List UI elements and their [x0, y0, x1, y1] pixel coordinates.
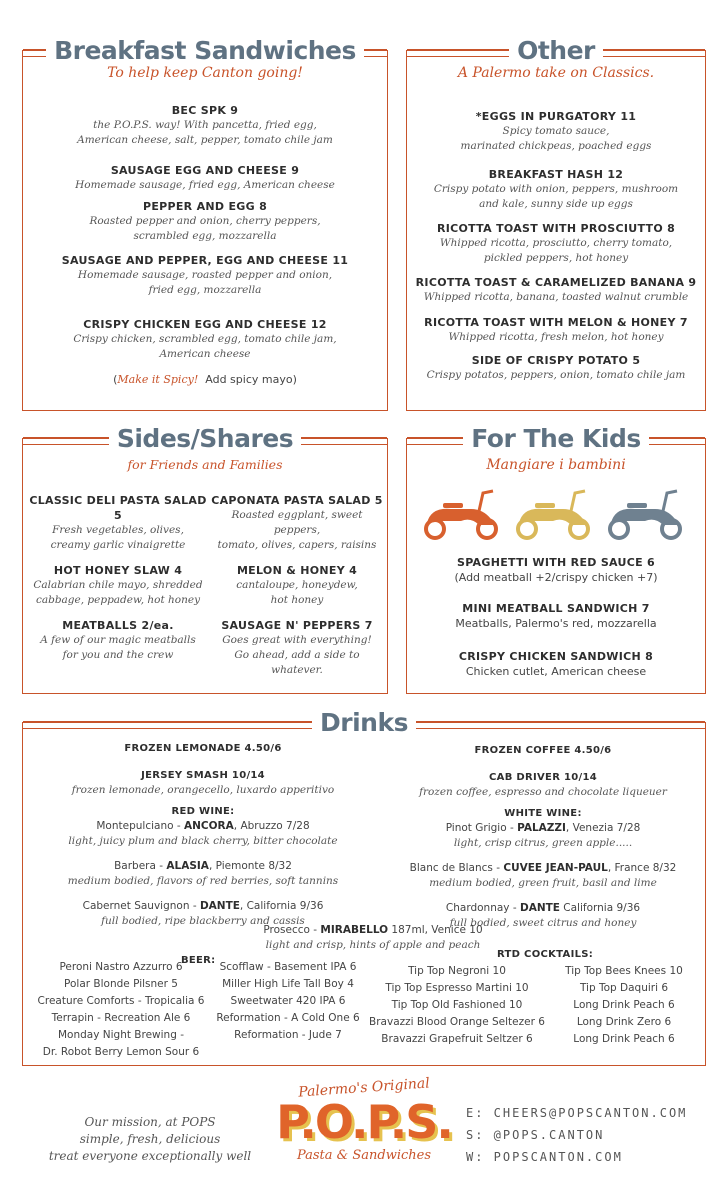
spicy-note: (Make it Spicy! Add spicy mayo): [113, 373, 297, 386]
drinks-left-column: [53, 741, 353, 929]
menu-item: CLASSIC DELI PASTA SALAD 5 Fresh vegetables, olives, creamy garlic vinaigrette: [29, 494, 207, 551]
rtd-list-1: Tip Top Negroni 10 Tip Top Espresso Martini 10 Tip Top Old Fashioned 10 Bravazzi Blood Orange Seltezer 6 Bravazzi Grapefruit Seltzer 6: [369, 965, 545, 1045]
logo-wordmark: P.O.P.S.: [276, 1095, 452, 1149]
scooter-icon: [426, 491, 496, 538]
menu-item: RICOTTA TOAST WITH MELON & HONEY 7 Whipped ricotta, fresh melon, hot honey: [424, 316, 688, 343]
rtd-list-2: Tip Top Bees Knees 10 Tip Top Daquiri 6 Long Drink Peach 6 Long Drink Zero 6 Long Drink Peach 6: [565, 965, 683, 1045]
other-section: [406, 36, 706, 411]
menu-item: MEATBALLS 2/ea. A few of our magic meatballs for you and the crew: [40, 619, 196, 661]
wine-list: WHITE WINE: Pinot Grigio - PALAZZI, Venezia 7/28 light, crisp citrus, green apple..... Blanc de Blancs - CUVEE JEAN-PAUL, France 8/32 medium bodied, green fruit, basil and lime Chardonnay - DANTE California 9/36 full bodied, sweet citrus and honey: [409, 808, 677, 929]
other-subtitle: A Palermo take on Classics.: [457, 65, 655, 81]
prosecco-item: Prosecco - MIRABELLO 187ml, Venice 10 light and crisp, hints of apple and peach: [263, 924, 483, 951]
menu-item: CAPONATA PASTA SALAD 5 Roasted eggplant, sweet peppers, tomato, olives, capers, raisins: [211, 494, 383, 551]
menu-item: CRISPY CHICKEN EGG AND CHEESE 12 Crispy chicken, scrambled egg, tomato chile jam, American cheese: [73, 318, 337, 360]
drinks-title: Drinks: [312, 709, 416, 737]
menu-item: BEC SPK 9 the P.O.P.S. way! With pancetta, fried egg, American cheese, salt, pepper, tomato chile jam: [77, 104, 333, 146]
drinks-section: [22, 708, 706, 1066]
scooter-icon: [610, 491, 680, 538]
logo-tagline-top: Palermo's Original: [297, 1075, 431, 1101]
drink-item: FROZEN COFFEE 4.50/6: [474, 745, 612, 756]
sides-left-column: [27, 493, 209, 663]
breakfast-title: Breakfast Sandwiches: [46, 37, 364, 65]
menu-item: *EGGS IN PURGATORY 11 Spicy tomato sauce, marinated chickpeas, poached eggs: [460, 110, 652, 152]
drink-item: CAB DRIVER 10/14 frozen coffee, espresso and chocolate liqueuer: [419, 772, 667, 798]
menu-item: SAUSAGE AND PEPPER, EGG AND CHEESE 11 Homemade sausage, roasted pepper and onion, fried egg, mozzarella: [61, 254, 349, 296]
menu-item: HOT HONEY SLAW 4 Calabrian chile mayo, shredded cabbage, peppadew, hot honey: [33, 564, 203, 606]
sides-section: [22, 424, 388, 694]
wine-list: RED WINE: Montepulciano - ANCORA, Abruzzo 7/28 light, juicy plum and black cherry, bitter chocolate Barbera - ALASIA, Piemonte 8/32 medium bodied, flavors of red berries, soft tannins Cabernet Sauvignon - DANTE, California 9/36 full bodied, ripe blackberry and cassis: [67, 806, 339, 927]
other-title: Other: [509, 37, 603, 65]
scooter-icon: [518, 491, 588, 538]
beer-list-2: Scofflaw - Basement IPA 6 Miller High Life Tall Boy 4 Sweetwater 420 IPA 6 Reformation - A Cold One 6 Reformation - Jude 7: [216, 961, 360, 1041]
scooter-illustrations: [417, 485, 697, 545]
menu-item: SAUSAGE EGG AND CHEESE 9 Homemade sausage, fried egg, American cheese: [75, 164, 335, 191]
contact-social[interactable]: S: @POPS.CANTON: [466, 1128, 605, 1142]
sides-title: Sides/Shares: [109, 425, 301, 453]
sides-subtitle: for Friends and Families: [127, 457, 283, 472]
logo-tagline-bottom: Pasta & Sandwiches: [296, 1148, 432, 1163]
menu-item: RICOTTA TOAST WITH PROSCIUTTO 8 Whipped ricotta, prosciutto, cherry tomato, pickled peppers, hot honey: [436, 222, 676, 264]
kids-title: For The Kids: [463, 425, 649, 453]
rtd-heading: RTD COCKTAILS:: [497, 949, 594, 960]
beer-heading: BEER:: [181, 955, 216, 966]
contact-email[interactable]: E: CHEERS@POPSCANTON.COM: [466, 1106, 688, 1120]
spicy-label: Make it Spicy!: [117, 373, 199, 386]
beer-list-1: Peroni Nastro Azzurro 6 Polar Blonde Pilsner 5 Creature Comforts - Tropicalia 6 Terrapin - Recreation Ale 6 Monday Night Brewing - Dr. Robot Berry Lemon Sour 6: [37, 961, 205, 1058]
kids-subtitle: Mangiare i bambini: [486, 457, 626, 473]
pops-logo: [276, 1075, 452, 1190]
menu-item: PEPPER AND EGG 8 Roasted pepper and onion, cherry peppers, scrambled egg, mozzarella: [89, 200, 321, 242]
sides-right-column: [209, 493, 385, 678]
menu-item: SPAGHETTI WITH RED SAUCE 6 (Add meatball +2/crispy chicken +7): [454, 556, 658, 584]
menu-item: MINI MEATBALL SANDWICH 7 Meatballs, Palermo's red, mozzarella: [455, 602, 657, 630]
drinks-right-column: [393, 743, 693, 931]
mission-statement: Our mission, at POPS simple, fresh, delicious treat everyone exceptionally well: [48, 1115, 252, 1163]
menu-item: SAUSAGE N' PEPPERS 7 Goes great with everything! Go ahead, add a side to whatever.: [221, 619, 373, 676]
contact-web[interactable]: W: POPSCANTON.COM: [466, 1150, 623, 1164]
breakfast-section: [22, 36, 388, 411]
drink-item: FROZEN LEMONADE 4.50/6: [124, 743, 282, 754]
menu-item: RICOTTA TOAST & CARAMELIZED BANANA 9 Whipped ricotta, banana, toasted walnut crumble: [415, 276, 697, 303]
drink-item: JERSEY SMASH 10/14 frozen lemonade, orangecello, luxardo apperitivo: [71, 770, 335, 796]
kids-section: [406, 424, 706, 694]
breakfast-subtitle: To help keep Canton going!: [107, 65, 303, 81]
contact-info: [466, 1102, 687, 1168]
menu-item: MELON & HONEY 4 cantaloupe, honeydew, hot honey: [236, 564, 358, 606]
menu-item: BREAKFAST HASH 12 Crispy potato with onion, peppers, mushroom and kale, sunny side up eggs: [433, 168, 679, 210]
menu-item: CRISPY CHICKEN SANDWICH 8 Chicken cutlet, American cheese: [458, 650, 654, 678]
menu-item: SIDE OF CRISPY POTATO 5 Crispy potatos, peppers, onion, tomato chile jam: [426, 354, 686, 381]
